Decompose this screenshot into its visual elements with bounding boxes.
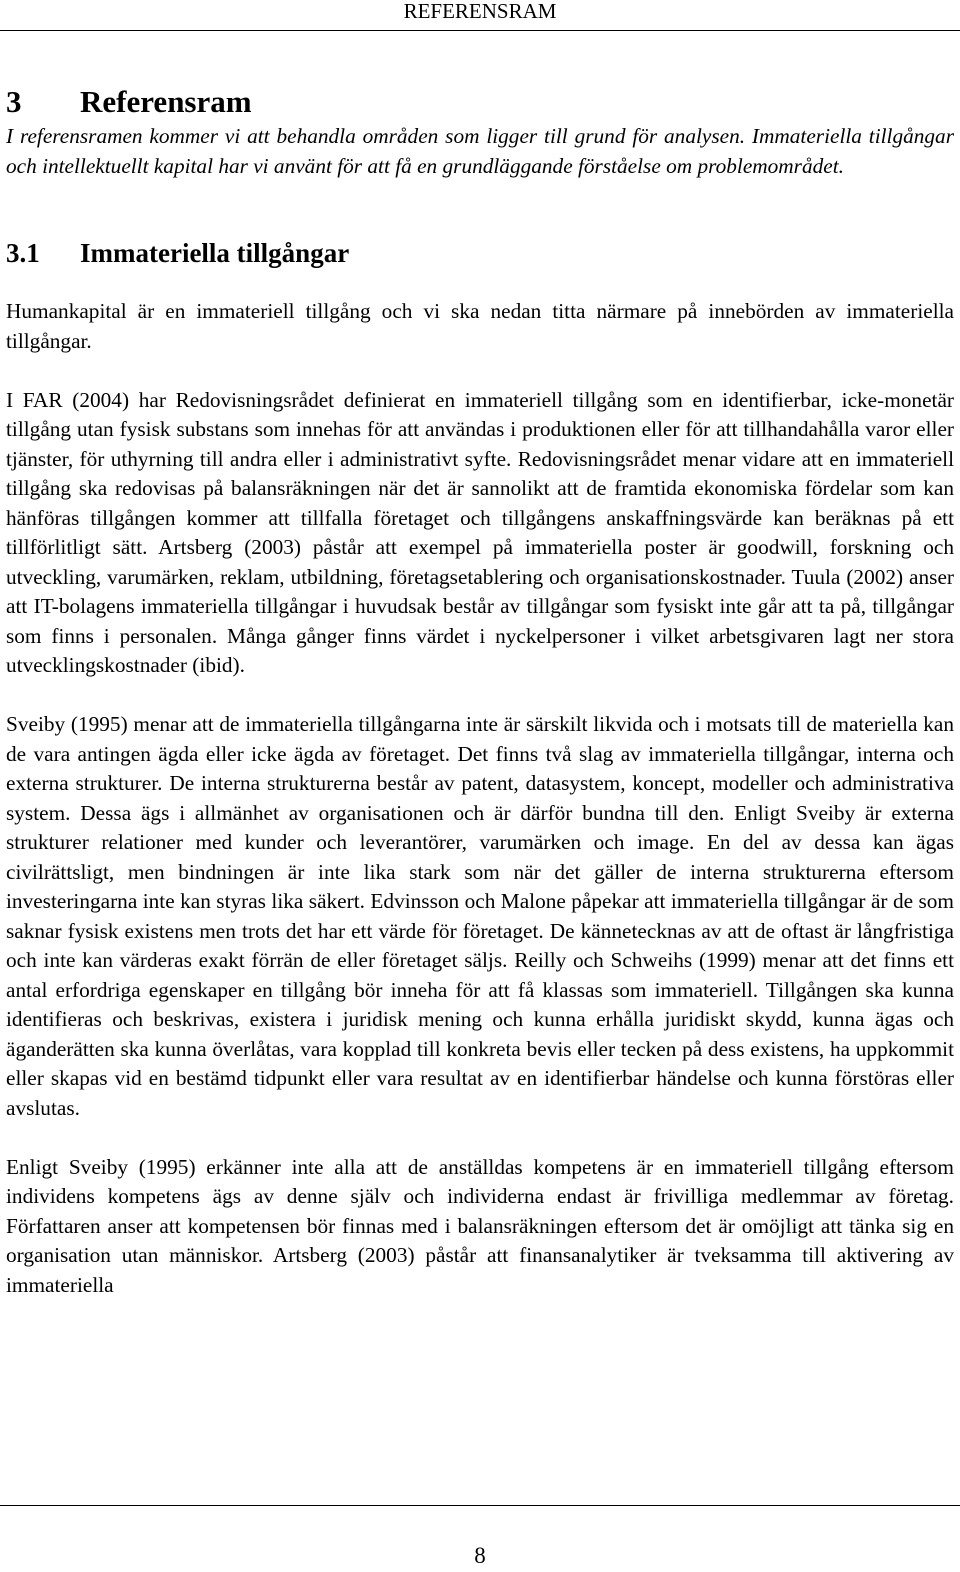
paragraph-far-definition: I FAR (2004) har Redovisningsrådet definierat en immateriell tillgång som en identifierbar, icke-monetär tillgång utan fysisk substans som innehas för att användas i produktionen eller för att tillhandahålla varor eller tjänster, för uthyrning till andra eller i administrativt syfte. Redovisningsrådet menar vidare att en immateriell tillgång ska redovisas på balansräkningen när det är sannolikt att de framtida ekonomiska fördelar som kan hänföras tillgången kommer att tillfalla företaget och tillgångens anskaffningsvärde kan beräknas på ett tillförlitligt sätt. Artsberg (2003) påstår att exempel på immateriella poster är goodwill, forskning och utveckling, varumärken, reklam, utbildning, företagsetablering och organisationskostnader. Tuula (2002) anser att IT-bolagens immateriella tillgångar i huvudsak består av tillgångar som fysiskt inte går att ta på, tillgångar som finns i personalen. Många gånger finns värdet i nyckelpersoner i vilket arbetsgivaren lagt ner stora utvecklingskostnader (ibid). [6,387,954,677]
header-divider [0,30,960,31]
footer-divider [0,1505,960,1506]
paragraph-humankapital: Humankapital är en immateriell tillgång och vi ska nedan titta närmare på innebörden av immateriella tillgångar. [6,299,954,353]
page-content [6,82,954,1300]
chapter-title: Referensram [80,84,252,119]
section-heading [6,235,954,271]
section-title: Immateriella tillgångar [80,238,350,268]
chapter-intro: I referensramen kommer vi att behandla områden som ligger till grund för analysen. Immateriella tillgångar och intellektuellt kapital har vi använt för att få en grundläggande förståelse om problemområdet. [6,124,954,178]
running-header: REFERENSRAM [403,0,557,23]
page-number: 8 [474,1543,486,1568]
chapter-heading [6,82,954,122]
section-number: 3.1 [6,238,40,268]
paragraph-sveiby-structures: Sveiby (1995) menar att de immateriella tillgångarna inte är särskilt likvida och i motsats till de materiella kan de vara antingen ägda eller icke ägda av företaget. Det finns två slag av immateriella tillgångar, interna och externa strukturer. De interna strukturerna består av patent, datasystem, koncept, modeller och administrativa system. Dessa ägs i allmänhet av organisationen och är därför bundna till den. Enligt Sveiby är externa strukturer relationer med kunder och leverantörer, varumärken och image. En del av dessa kan ägas civilrättsligt, men bindningen är inte lika stark som när det gäller de interna strukturerna eftersom investeringarna inte kan styras lika säkert. Edvinsson och Malone påpekar att immateriella tillgångar är de som saknar fysisk existens men trots det har ett värde för företaget. De kännetecknas av att de oftast är långfristiga och inte kan värderas exakt förrän de eller företaget säljs. Reilly och Schweihs (1999) menar att det finns ett antal erfordriga egenskaper en tillgång bör inneha för att få klassas som immateriell. Tillgången ska kunna identifieras och beskrivas, existera i juridisk mening och kunna erhålla juridiskt skydd, kunna ägas och äganderätten ska kunna överlåtas, vara kopplad till konkreta bevis eller tecken på dess existens, ha uppkommit eller skapas vid en bestämd tidpunkt eller vara resultat av en identifierbar händelse och kunna förstöras eller avslutas. [6,712,954,1120]
paragraph-sveiby-competence: Enligt Sveiby (1995) erkänner inte alla att de anställdas kompetens är en immateriell tillgång eftersom individens kompetens ägs av denne själv och individerna endast är frivilliga medlemmar av företag. Författaren anser att kompetensen bör finnas med i balansräkningen eftersom det är omöjligt att tänka sig en organisation utan människor. Artsberg (2003) påstår att finansanalytiker är tveksamma till aktivering av immateriella [6,1154,954,1297]
chapter-number: 3 [6,84,22,119]
